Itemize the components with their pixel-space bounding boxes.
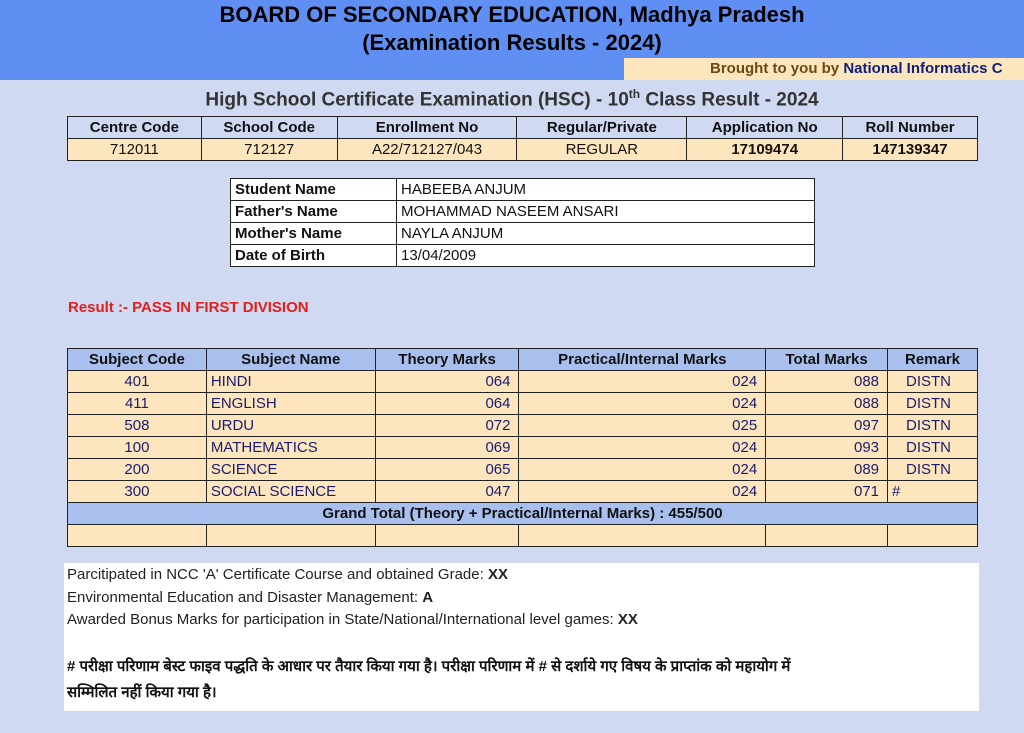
father-name-value: MOHAMMAD NASEEM ANSARI [397,201,815,223]
subject-name: SCIENCE [206,459,375,481]
theory-marks: 065 [375,459,519,481]
exam-title-post: Class Result - 2024 [640,89,819,111]
empty-cell [375,525,519,547]
dob-value: 13/04/2009 [397,245,815,267]
total-marks: 097 [766,415,888,437]
subject-name: URDU [206,415,375,437]
student-details-table [230,178,815,267]
mother-name-value: NAYLA ANJUM [397,223,815,245]
practical-marks: 024 [519,437,766,459]
header-school-code: School Code [201,117,337,139]
header-enrollment-no: Enrollment No [337,117,517,139]
remark: DISTN [888,415,978,437]
student-row [231,179,815,201]
remark: DISTN [888,437,978,459]
subject-code: 411 [68,393,207,415]
notes-panel [64,563,979,711]
theory-marks: 064 [375,393,519,415]
practical-marks: 024 [519,481,766,503]
env-line [67,589,976,612]
brought-by-banner [624,58,1024,80]
identity-table [67,116,978,161]
subject-code: 508 [68,415,207,437]
header-subject-code: Subject Code [68,349,207,371]
identity-header-row [68,117,978,139]
grand-total: Grand Total (Theory + Practical/Internal Marks) : 455/500 [68,503,978,525]
exam-title-sup: th [628,87,641,101]
header-theory-marks: Theory Marks [375,349,519,371]
subject-name: MATHEMATICS [206,437,375,459]
marks-header-row [68,349,978,371]
total-marks: 093 [766,437,888,459]
dob-label: Date of Birth [231,245,397,267]
identity-value-row [68,139,978,161]
ncc-label: Parcitipated in NCC 'A' Certificate Course and obtained Grade: [67,566,488,583]
student-name-value: HABEEBA ANJUM [397,179,815,201]
empty-cell [888,525,978,547]
hindi-note-line-2: सम्मिलित नहीं किया गया है। [67,683,217,701]
student-row [231,201,815,223]
table-row [68,371,978,393]
bonus-line [67,611,976,634]
theory-marks: 047 [375,481,519,503]
centre-code: 712011 [68,139,202,161]
table-row [68,393,978,415]
table-row [68,415,978,437]
header-remark: Remark [888,349,978,371]
header-centre-code: Centre Code [68,117,202,139]
enrollment-no: A22/712127/043 [337,139,517,161]
student-name-label: Student Name [231,179,397,201]
roll-number: 147139347 [843,139,978,161]
bonus-value: XX [617,611,638,628]
header-practical-marks: Practical/Internal Marks [519,349,766,371]
hindi-note [67,654,976,706]
subject-code: 401 [68,371,207,393]
regular-private: REGULAR [517,139,687,161]
header-roll-number: Roll Number [843,117,978,139]
subject-code: 300 [68,481,207,503]
remark: DISTN [888,371,978,393]
subject-name: ENGLISH [206,393,375,415]
student-row [231,223,815,245]
school-code: 712127 [201,139,337,161]
remark: # [888,481,978,503]
table-row [68,481,978,503]
hindi-note-line-1: # परीक्षा परिणाम बेस्ट फाइव पद्धति के आधार पर तैयार किया गया है। परीक्षा परिणाम में # से दर्शाये गए विषय के प्राप्तांक को महायोग में [67,657,791,675]
header-total-marks: Total Marks [766,349,888,371]
total-marks: 089 [766,459,888,481]
header-subject-name: Subject Name [206,349,375,371]
empty-cell [206,525,375,547]
practical-marks: 024 [519,459,766,481]
exam-title [0,87,1024,111]
env-grade: A [422,588,434,606]
ncc-line [67,566,976,589]
mother-name-label: Mother's Name [231,223,397,245]
subject-code: 200 [68,459,207,481]
remark: DISTN [888,459,978,481]
header-application-no: Application No [687,117,843,139]
bonus-label: Awarded Bonus Marks for participation in State/National/International level games: [67,611,618,628]
brought-by-org: National Informatics C [843,60,1003,77]
empty-cell [519,525,766,547]
practical-marks: 025 [519,415,766,437]
grand-total-row [68,503,978,525]
exam-title-pre: High School Certificate Examination (HSC) - 10 [205,89,629,111]
results-subtitle: (Examination Results - 2024) [362,30,662,55]
ncc-grade: XX [487,566,508,583]
header-regular-private: Regular/Private [517,117,687,139]
empty-row [68,525,978,547]
total-marks: 088 [766,393,888,415]
theory-marks: 069 [375,437,519,459]
practical-marks: 024 [519,393,766,415]
env-label: Environmental Education and Disaster Management: [67,588,423,606]
table-row [68,459,978,481]
result-status: Result :- PASS IN FIRST DIVISION [68,299,309,316]
empty-cell [766,525,888,547]
student-row [231,245,815,267]
brought-by-prefix: Brought to you by [710,60,844,77]
theory-marks: 072 [375,415,519,437]
empty-cell [68,525,207,547]
subject-code: 100 [68,437,207,459]
application-no: 17109474 [687,139,843,161]
remark: DISTN [888,393,978,415]
theory-marks: 064 [375,371,519,393]
subject-name: HINDI [206,371,375,393]
board-title: BOARD OF SECONDARY EDUCATION, Madhya Pradesh [219,2,805,27]
total-marks: 088 [766,371,888,393]
total-marks: 071 [766,481,888,503]
father-name-label: Father's Name [231,201,397,223]
marks-table [67,348,978,547]
subject-name: SOCIAL SCIENCE [206,481,375,503]
table-row [68,437,978,459]
practical-marks: 024 [519,371,766,393]
